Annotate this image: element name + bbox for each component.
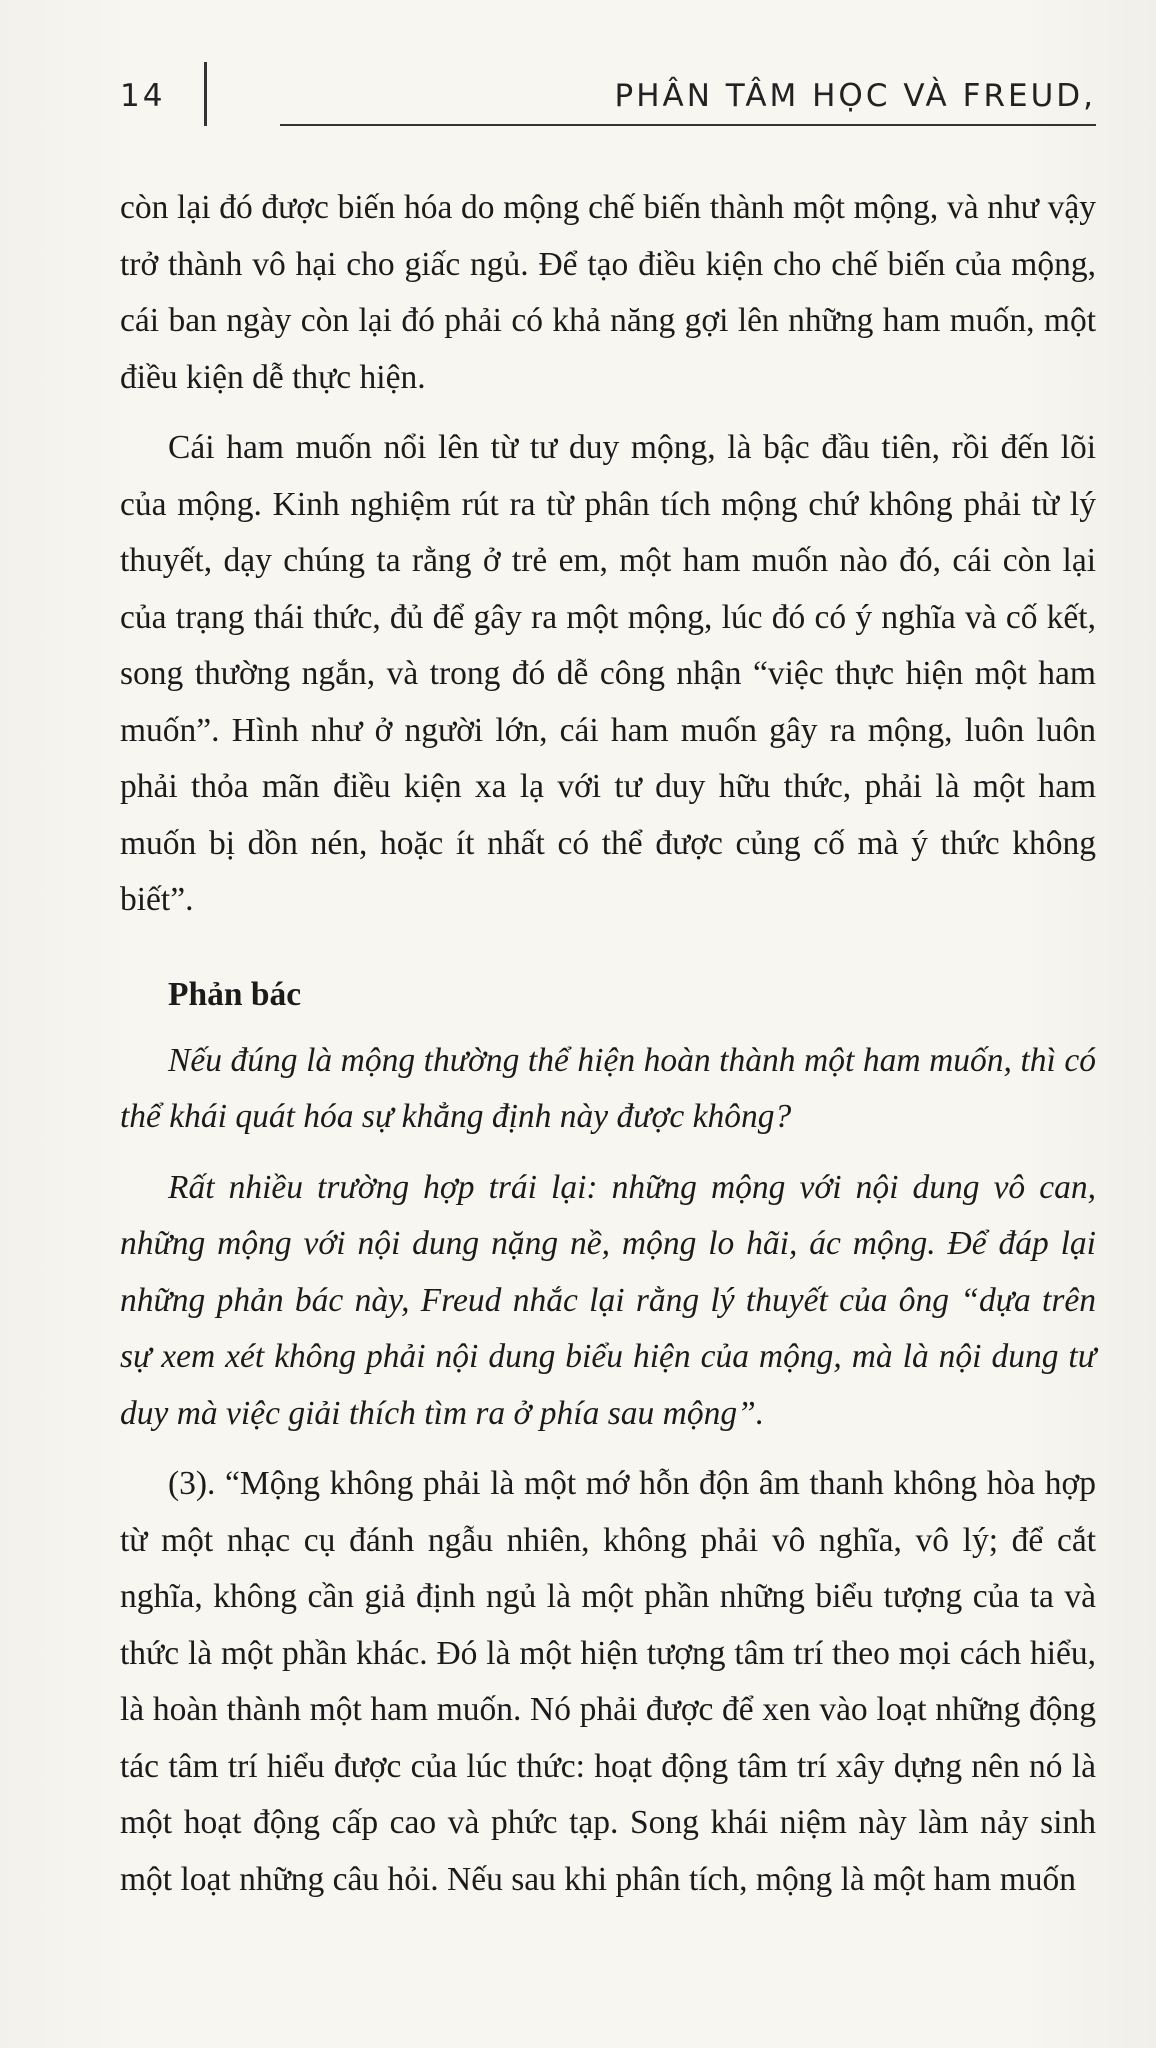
- italic-paragraph: Rất nhiều trường hợp trái lại: những mộng với nội dung vô can, những mộng với nội dung nặng nề, mộng lo hãi, ác mộng. Để đáp lại những phản bác này, Freud nhắc lại rằng lý thuyết của ông “dựa trên sự xem xét không phải nội dung biểu hiện của mộng, mà là nội dung tư duy mà việc giải thích tìm ra ở phía sau mộng”.: [120, 1168, 1096, 1432]
- section-heading: Phản bác: [168, 975, 302, 1013]
- page-body: [120, 180, 1096, 1922]
- body-paragraph: Cái ham muốn nổi lên từ tư duy mộng, là bậc đầu tiên, rồi đến lõi của mộng. Kinh nghiệm rút ra từ phân tích mộng chứ không phải từ lý thuyết, dạy chúng ta rằng ở trẻ em, một ham muốn nào đó, cái còn lại của trạng thái thức, đủ để gây ra một mộng, lúc đó có ý nghĩa và cố kết, song thường ngắn, và trong đó dễ công nhận “việc thực hiện một ham muốn”. Hình như ở người lớn, cái ham muốn gây ra mộng, luôn luôn phải thỏa mãn điều kiện xa lạ với tư duy hữu thức, phải là một ham muốn bị dồn nén, hoặc ít nhất có thể được củng cố mà ý thức không biết”.: [120, 429, 1096, 918]
- header-divider: [204, 62, 207, 126]
- header-rule: [280, 124, 1096, 126]
- page-number: 14: [120, 78, 166, 114]
- italic-paragraph: Nếu đúng là mộng thường thể hiện hoàn thành một ham muốn, thì có thể khái quát hóa sự khẳng định này được không?: [120, 1041, 1096, 1135]
- page-corner-mark: [1114, 2004, 1120, 2018]
- body-paragraph: còn lại đó được biến hóa do mộng chế biến thành một mộng, và như vậy trở thành vô hại cho giấc ngủ. Để tạo điều kiện cho chế biến của mộng, cái ban ngày còn lại đó phải có khả năng gợi lên những ham muốn, một điều kiện dễ thực hiện.: [120, 189, 1096, 396]
- body-paragraph: (3). “Mộng không phải là một mớ hỗn độn âm thanh không hòa hợp từ một nhạc cụ đánh ngẫu nhiên, không phải vô nghĩa, vô lý; để cắt nghĩa, không cần giả định ngủ là một phần những biểu tượng của ta và thức là một phần khác. Đó là một hiện tượng tâm trí theo mọi cách hiểu, là hoàn thành một ham muốn. Nó phải được để xen vào loạt những động tác tâm trí hiểu được của lúc thức: hoạt động tâm trí xây dựng nên nó là một hoạt động cấp cao và phức tạp. Song khái niệm này làm nảy sinh một loạt những câu hỏi. Nếu sau khi phân tích, mộng là một ham muốn: [120, 1465, 1096, 1898]
- page-header: [0, 0, 1156, 140]
- running-title: PHÂN TÂM HỌC VÀ FREUD,: [614, 78, 1096, 114]
